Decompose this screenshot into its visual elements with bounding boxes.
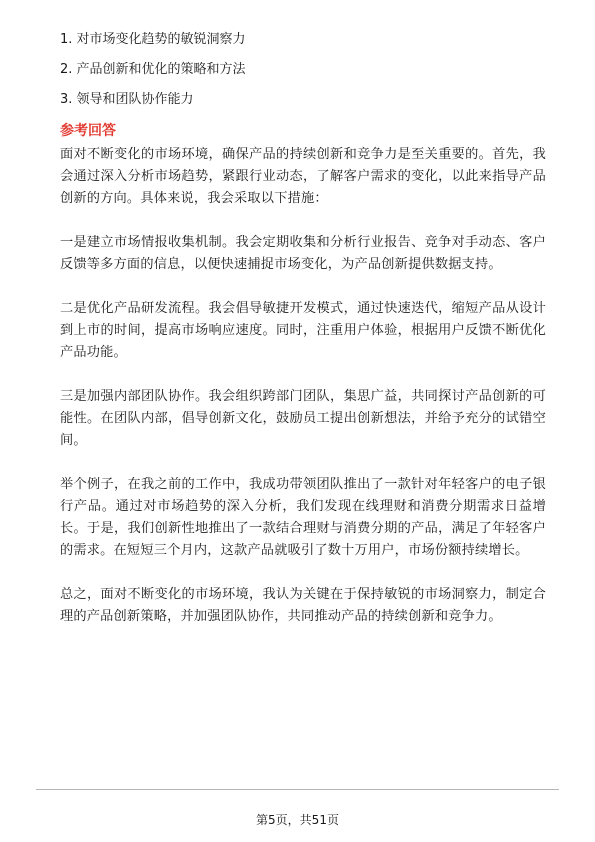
- answer-paragraph-conclusion: 总之，面对不断变化的市场环境，我认为关键在于保持敏锐的市场洞察力，制定合理的产品创新策略，并加强团队协作，共同推动产品的持续创新和竞争力。: [60, 587, 546, 624]
- page-content: [60, 30, 546, 650]
- answer-paragraph-measure-2: 二是优化产品研发流程。我会倡导敏捷开发模式，通过快速迭代，缩短产品从设计到上市的时间，提高市场响应速度。同时，注重用户体验，根据用户反馈不断优化产品功能。: [60, 301, 546, 360]
- answer-paragraph-example: 举个例子，在我之前的工作中，我成功带领团队推出了一款针对年轻客户的电子银行产品。通过对市场趋势的深入分析，我们发现在线理财和消费分期需求日益增长。于是，我们创新性地推出了一款结合理财与消费分期的产品，满足了年轻客户的需求。在短短三个月内，这款产品就吸引了数十万用户，市场份额持续增长。: [60, 477, 546, 558]
- footer-divider: [36, 789, 559, 790]
- answer-paragraph-measure-3: 三是加强内部团队协作。我会组织跨部门团队，集思广益，共同探讨产品创新的可能性。在团队内部，倡导创新文化，鼓励员工提出创新想法，并给予充分的试错空间。: [60, 389, 546, 448]
- evaluation-point-3: 3. 领导和团队协作能力: [60, 92, 194, 107]
- answer-paragraph-measure-1: 一是建立市场情报收集机制。我会定期收集和分析行业报告、竞争对手动态、客户反馈等多方面的信息，以便快速捕捉市场变化，为产品创新提供数据支持。: [60, 235, 546, 272]
- evaluation-point-2: 2. 产品创新和优化的策略和方法: [60, 62, 246, 77]
- page-number: 第5页，共51页: [256, 813, 339, 827]
- answer-heading: 参考回答: [60, 123, 116, 139]
- evaluation-point-1: 1. 对市场变化趋势的敏锐洞察力: [60, 32, 246, 47]
- answer-paragraph-intro: 面对不断变化的市场环境，确保产品的持续创新和竞争力是至关重要的。首先，我会通过深入分析市场趋势，紧跟行业动态，了解客户需求的变化，以此来指导产品创新的方向。具体来说，我会采取以下措施：: [60, 147, 546, 206]
